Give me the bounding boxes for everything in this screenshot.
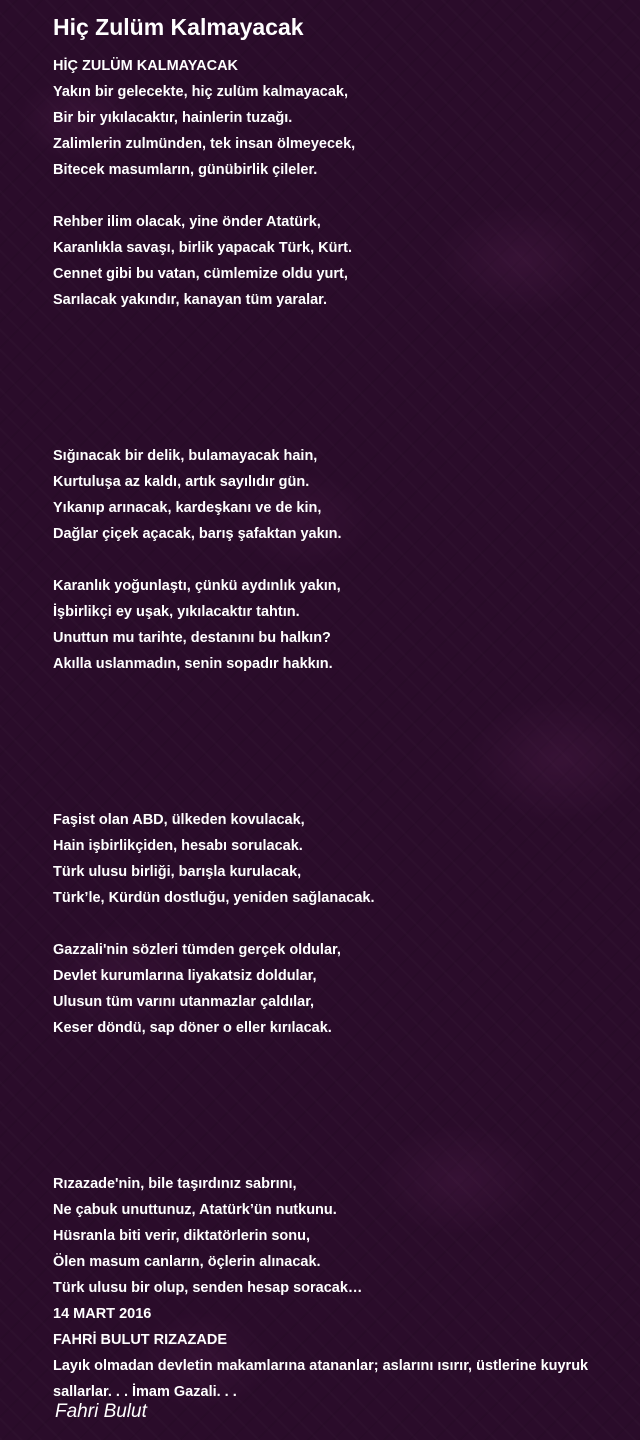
poem-signature: FAHRİ BULUT RIZAZADE [53, 1332, 227, 1348]
stanza [53, 443, 623, 547]
poem-line: Ulusun tüm varını utanmazlar çaldılar, [53, 994, 315, 1010]
poem-line: Kurtuluşa az kaldı, artık sayılıdır gün. [53, 474, 310, 490]
poem-line: Zalimlerin zulmünden, tek insan ölmeyecek, [53, 136, 356, 152]
poem-body [53, 53, 623, 1405]
poem-line: Akılla uslanmadın, senin sopadır hakkın. [53, 656, 333, 672]
poem-line: Yakın bir gelecekte, hiç zulüm kalmayacak, [53, 84, 348, 100]
stanza [53, 1171, 623, 1301]
stanza [53, 53, 623, 183]
stanza [53, 807, 623, 911]
poem-line: Karanlık yoğunlaştı, çünkü aydınlık yakın, [53, 578, 341, 594]
poem-line: Unuttun mu tarihte, destanını bu halkın? [53, 630, 331, 646]
poem-line: Ölen masum canların, öçlerin alınacak. [53, 1254, 321, 1270]
poem-line: Hain işbirlikçiden, hesabı sorulacak. [53, 838, 303, 854]
poem-line: Bir bir yıkılacaktır, hainlerin tuzağı. [53, 110, 293, 126]
poem-line: Hüsranla biti verir, diktatörlerin sonu, [53, 1228, 311, 1244]
poem-line: Rızazade'nin, bile taşırdınız sabrını, [53, 1176, 297, 1192]
stanza [53, 209, 623, 313]
poem-line: Dağlar çiçek açacak, barış şafaktan yakın. [53, 526, 342, 542]
author-link[interactable]: Fahri Bulut [55, 1401, 147, 1422]
poem-line: Bitecek masumların, günübirlik çileler. [53, 162, 318, 178]
poem-heading: HİÇ ZULÜM KALMAYACAK [53, 58, 239, 74]
poem-line: Türk ulusu birliği, barışla kurulacak, [53, 864, 302, 880]
poem-line: Sarılacak yakındır, kanayan tüm yaralar. [53, 292, 328, 308]
poem-line: Rehber ilim olacak, yine önder Atatürk, [53, 214, 321, 230]
poem-line: Türk ulusu bir olup, senden hesap soracak… [53, 1280, 363, 1296]
poem-line: Keser döndü, sap döner o eller kırılacak. [53, 1020, 332, 1036]
poem-line: Faşist olan ABD, ülkeden kovulacak, [53, 812, 305, 828]
stanza [53, 937, 623, 1041]
poem-date: 14 MART 2016 [53, 1306, 152, 1322]
poem-title: Hiç Zulüm Kalmayacak [53, 14, 304, 40]
poem-line: Yıkanıp arınacak, kardeşkanı ve de kin, [53, 500, 322, 516]
poem-line: Cennet gibi bu vatan, cümlemize oldu yurt, [53, 266, 348, 282]
poem-line: İşbirlikçi ey uşak, yıkılacaktır tahtın. [53, 604, 300, 620]
poem-line: Sığınacak bir delik, bulamayacak hain, [53, 448, 318, 464]
poem-quote: Layık olmadan devletin makamlarına atananlar; aslarını ısırır, üstlerine kuyruk sallarlar. . . İmam Gazali. . . [53, 1358, 589, 1400]
poem-line: Gazzali'nin sözleri tümden gerçek oldular, [53, 942, 341, 958]
stanza [53, 573, 623, 677]
poem-line: Ne çabuk unuttunuz, Atatürk’ün nutkunu. [53, 1202, 337, 1218]
poem-line: Karanlıkla savaşı, birlik yapacak Türk, Kürt. [53, 240, 353, 256]
poem-line: Türk’le, Kürdün dostluğu, yeniden sağlanacak. [53, 890, 375, 906]
poem-line: Devlet kurumlarına liyakatsiz doldular, [53, 968, 317, 984]
